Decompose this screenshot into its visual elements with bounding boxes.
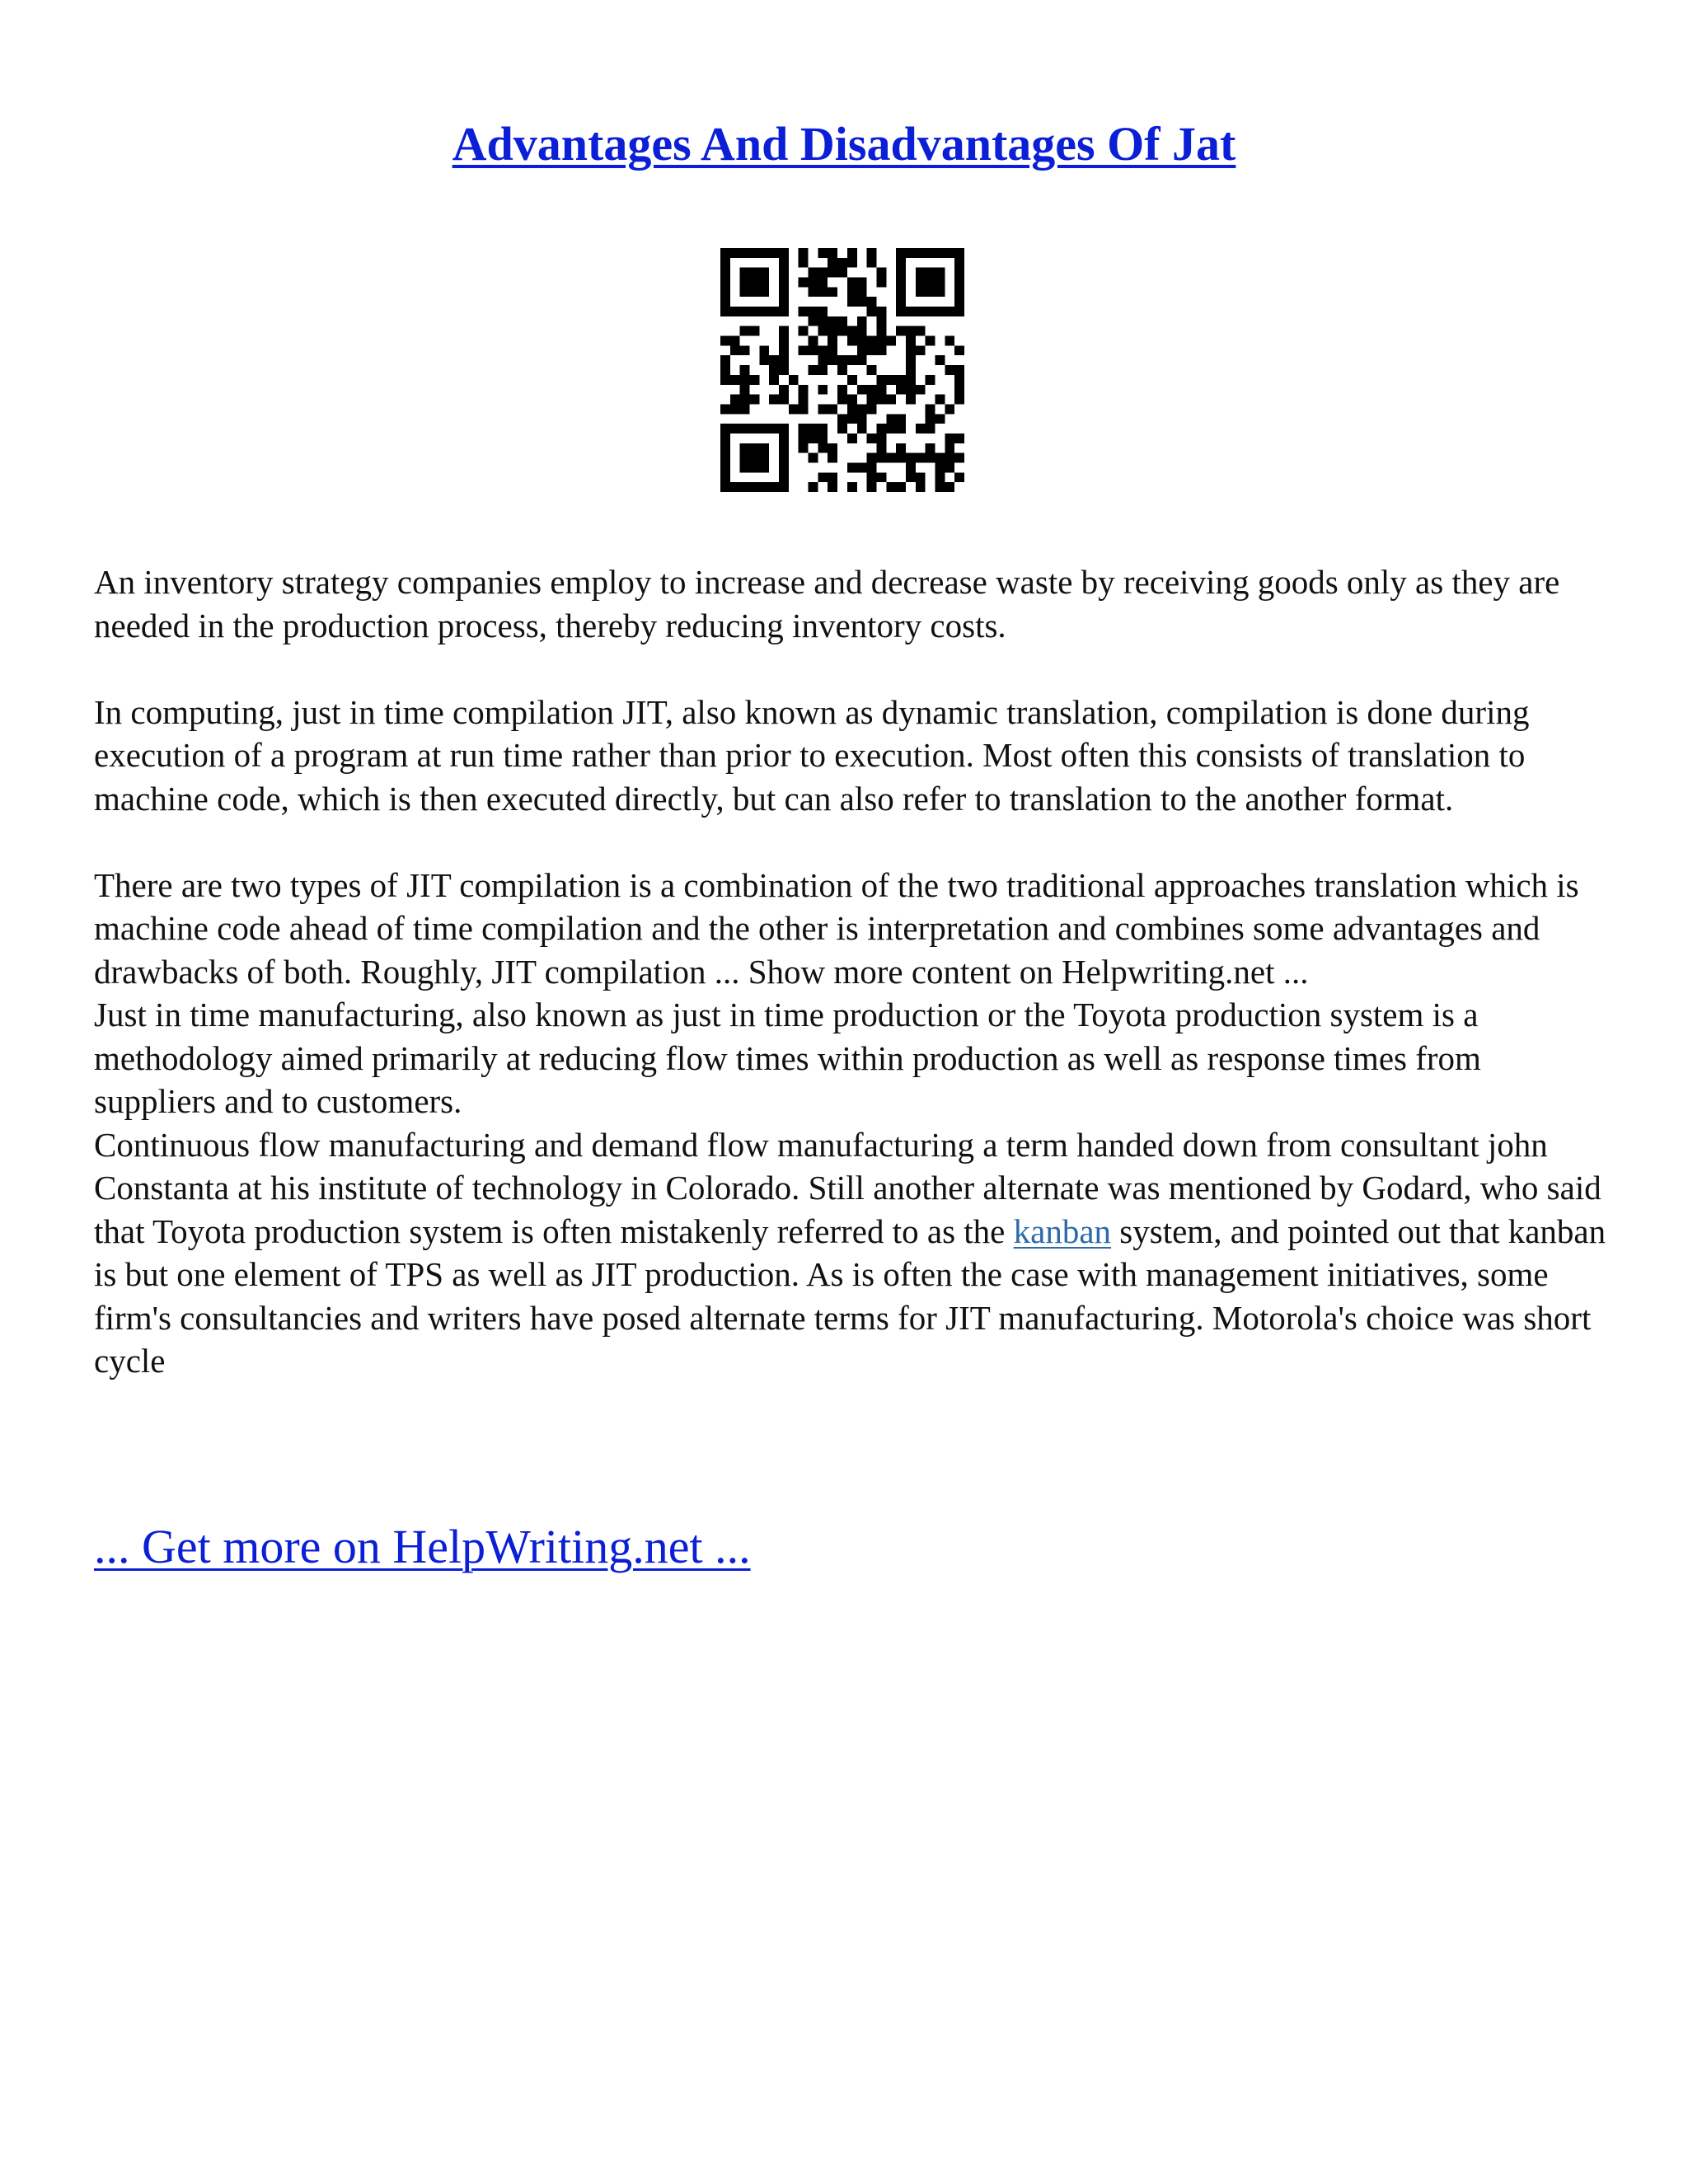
kanban-link[interactable]: kanban	[1013, 1212, 1112, 1250]
get-more-link[interactable]: ... Get more on HelpWriting.net ...	[94, 1520, 751, 1573]
paragraph-text: system, and pointed out that kanban is but one element of TPS as well as JIT production. As is often the case with management initiatives, some firm's consultancies and writers have posed alternate terms for JIT manufacturing. Motorola's choice was short cycle	[94, 1212, 1606, 1380]
article-body	[94, 560, 1611, 1383]
page-title	[0, 115, 1688, 173]
paragraph-text: Continuous flow manufacturing and demand flow manufacturing a term handed down from consultant john Constanta at his institute of technology in Colorado. Still another alternate was mentioned by Godard, who said that Toyota production system is often mistakenly referred to as the	[94, 1125, 1601, 1250]
paragraph-jit-manufacturing: Just in time manufacturing, also known as just in time production or the Toyota production system is a methodology aimed primarily at reducing flow times within production as well as response times from suppliers and to customers.	[94, 996, 1481, 1120]
paragraph-jit-computing: In computing, just in time compilation JIT, also known as dynamic translation, compilation is done during execution of a program at run time rather than prior to execution. Most often this consists of translation to machine code, which is then executed directly, but can also refer to translation to the another format.	[94, 692, 1530, 818]
title-link[interactable]: Advantages And Disadvantages Of Jat	[452, 117, 1236, 171]
qr-code-icon	[720, 248, 964, 492]
paragraph-jit-types: There are two types of JIT compilation is a combination of the two traditional approaches translation which is machine code ahead of time compilation and the other is interpretation and combines some advantages and drawbacks of both. Roughly, JIT compilation ... Show more content on Helpwriting.net ...	[94, 865, 1579, 991]
paragraph-inventory-strategy: An inventory strategy companies employ to increase and decrease waste by receiving goods only as they are needed in the production process, thereby reducing inventory costs.	[94, 563, 1560, 644]
paragraph-continuous-flow	[94, 1123, 1611, 1383]
